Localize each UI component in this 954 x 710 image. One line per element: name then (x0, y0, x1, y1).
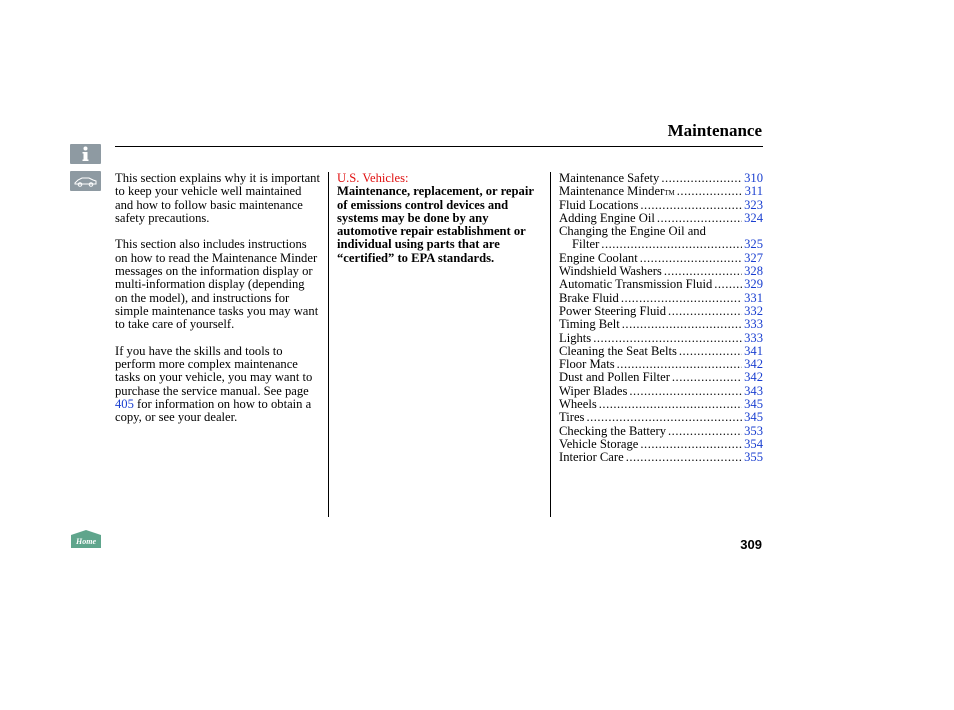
toc-entry-label: Tires (559, 410, 585, 425)
toc-entry-label: Checking the Battery (559, 423, 667, 438)
notice-body: Maintenance, replacement, or repair of emissions control devices and systems may be done by any automotive repair establishment or individual using parts that are “certified” to EPA standards. (337, 184, 534, 265)
toc-entry-label: Windshield Washers (559, 264, 662, 279)
dot-leader (661, 172, 742, 185)
info-icon[interactable] (70, 144, 101, 164)
intro-paragraph-3 (115, 345, 320, 425)
toc-entry-label: Fluid Locations (559, 197, 639, 212)
dot-leader (629, 385, 742, 398)
toc-page-link[interactable]: 325 (744, 237, 763, 252)
toc-entry[interactable] (559, 292, 763, 305)
car-icon[interactable] (70, 171, 101, 191)
toc-entry[interactable] (559, 238, 763, 251)
table-of-contents (559, 172, 763, 465)
column-divider (550, 172, 551, 517)
toc-entry-label: Filter (572, 237, 600, 252)
toc-entry-label: Floor Mats (559, 357, 615, 372)
toc-page-link[interactable]: 327 (744, 250, 763, 265)
toc-entry-label: Lights (559, 330, 592, 345)
dot-leader (640, 438, 742, 451)
dot-leader (679, 345, 742, 358)
toc-entry[interactable] (559, 371, 763, 384)
toc-entry-label: Adding Engine Oil (559, 210, 655, 225)
dot-leader (626, 451, 742, 464)
toc-entry[interactable] (559, 451, 763, 464)
toc-page-link[interactable]: 333 (744, 330, 763, 345)
toc-entry[interactable] (559, 278, 763, 291)
home-label: Home (76, 537, 96, 546)
toc-page-link[interactable]: 353 (744, 423, 763, 438)
toc-entry[interactable] (559, 438, 763, 451)
toc-entry[interactable] (559, 265, 763, 278)
toc-entry-label: Engine Coolant (559, 250, 638, 265)
toc-entry-label: Maintenance Safety (559, 171, 660, 185)
intro-text: for information on how to obtain a copy, or see your dealer. (115, 397, 312, 425)
toc-entry-label: Cleaning the Seat Belts (559, 343, 677, 358)
dot-leader (668, 305, 742, 318)
dot-leader (672, 371, 742, 384)
toc-entry-label: Maintenance Minder (559, 184, 665, 199)
toc-page-link[interactable]: 328 (744, 264, 763, 279)
toc-entry[interactable] (559, 225, 763, 238)
dot-leader (640, 199, 742, 212)
dot-leader (677, 185, 743, 198)
dot-leader (586, 411, 742, 424)
toc-page-link[interactable]: 332 (744, 303, 763, 318)
toc-entry[interactable] (559, 332, 763, 345)
toc-entry-label: Automatic Transmission Fluid (559, 277, 713, 292)
toc-page-link[interactable]: 354 (744, 436, 763, 451)
toc-entry[interactable] (559, 199, 763, 212)
toc-entry-label: Timing Belt (559, 317, 620, 332)
toc-entry[interactable] (559, 305, 763, 318)
toc-page-link[interactable]: 331 (744, 290, 763, 305)
notice-column (337, 172, 537, 265)
toc-entry[interactable] (559, 318, 763, 331)
toc-entry-label: Vehicle Storage (559, 436, 639, 451)
toc-page-link[interactable]: 345 (744, 410, 763, 425)
dot-leader (593, 332, 742, 345)
toc-page-link[interactable]: 323 (744, 197, 763, 212)
toc-page-link[interactable]: 341 (744, 343, 763, 358)
page-number: 309 (740, 537, 762, 552)
toc-entry[interactable] (559, 398, 763, 411)
dot-leader (601, 238, 742, 251)
dot-leader (714, 278, 742, 291)
toc-page-link[interactable]: 333 (744, 317, 763, 332)
toc-entry[interactable] (559, 212, 763, 225)
page-title: Maintenance (667, 121, 762, 140)
toc-entry-label: Wheels (559, 397, 597, 412)
toc-entry-label: Dust and Pollen Filter (559, 370, 670, 385)
toc-page-link[interactable]: 310 (744, 171, 763, 185)
dot-leader (664, 265, 742, 278)
toc-entry[interactable] (559, 252, 763, 265)
toc-entry[interactable] (559, 425, 763, 438)
toc-entry[interactable] (559, 358, 763, 371)
toc-page-link[interactable]: 342 (744, 357, 763, 372)
toc-page-link[interactable]: 342 (744, 370, 763, 385)
title-rule (115, 146, 763, 147)
toc-entry[interactable] (559, 385, 763, 398)
dot-leader (622, 318, 742, 331)
toc-page-link[interactable]: 329 (744, 277, 763, 292)
trademark-mark: TM (664, 189, 675, 198)
notice-heading: U.S. Vehicles: (337, 171, 409, 185)
dot-leader (617, 358, 742, 371)
dot-leader (668, 425, 742, 438)
intro-column (115, 172, 320, 438)
toc-page-link[interactable]: 355 (744, 450, 763, 465)
toc-page-link[interactable]: 343 (744, 383, 763, 398)
intro-text: If you have the skills and tools to perform more complex maintenance tasks on your vehicle, you may want to purchase the service manual. See page (115, 343, 313, 398)
toc-entry[interactable] (559, 345, 763, 358)
toc-entry-label: Changing the Engine Oil and (559, 224, 706, 239)
toc-entry-label: Wiper Blades (559, 383, 628, 398)
toc-page-link[interactable]: 345 (744, 397, 763, 412)
toc-entry-label: Power Steering Fluid (559, 303, 667, 318)
page-405-link[interactable]: 405 (115, 397, 134, 412)
toc-page-link[interactable]: 311 (744, 184, 763, 199)
home-button[interactable] (70, 529, 102, 549)
intro-paragraph-2: This section also includes instructions on how to read the Maintenance Minder messages on the information display or multi-information display (depending on the model), and instructions for simple maintenance tasks you may want to take care of yourself. (115, 237, 319, 332)
dot-leader (640, 252, 742, 265)
toc-entry[interactable] (559, 411, 763, 424)
dot-leader (621, 292, 742, 305)
toc-entry[interactable] (559, 172, 763, 185)
toc-page-link[interactable]: 324 (744, 210, 763, 225)
dot-leader (599, 398, 742, 411)
toc-entry-label: Interior Care (559, 450, 624, 465)
toc-entry[interactable] (559, 185, 763, 198)
column-divider (328, 172, 329, 517)
dot-leader (657, 212, 742, 225)
intro-paragraph-1: This section explains why it is important to keep your vehicle well maintained and how to follow basic maintenance safety precautions. (115, 171, 320, 225)
toc-entry-label: Brake Fluid (559, 290, 619, 305)
